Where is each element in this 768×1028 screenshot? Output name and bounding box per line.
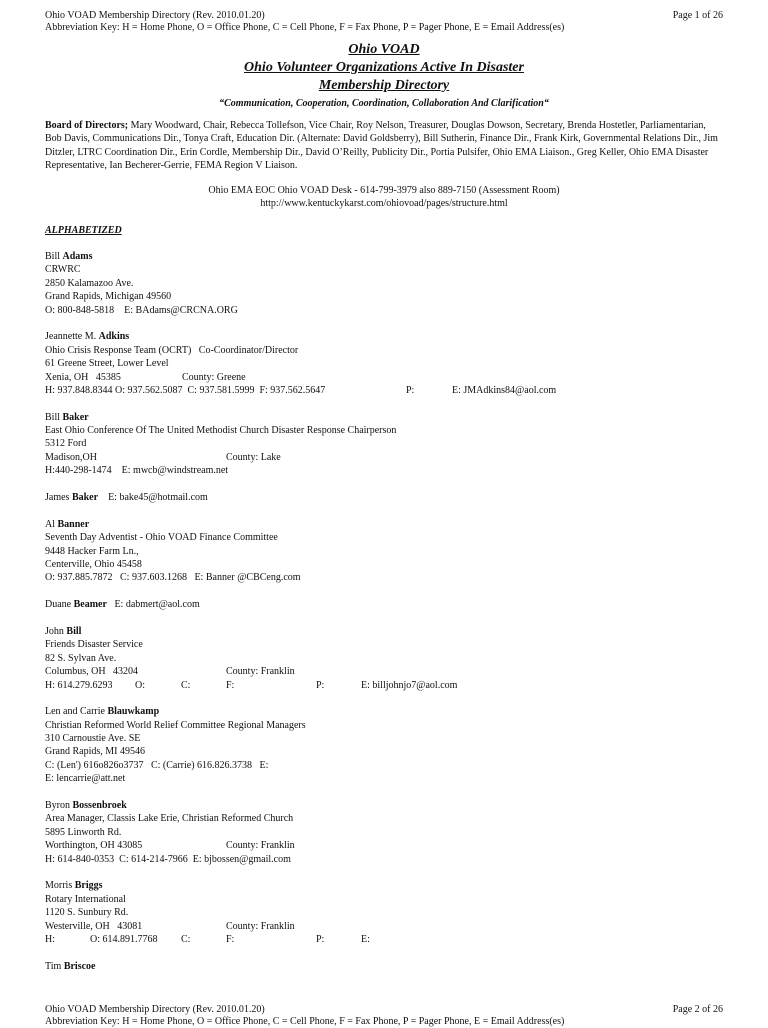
first-name: Byron bbox=[45, 800, 73, 812]
entry-text: P: bbox=[316, 679, 325, 691]
contact-name bbox=[45, 250, 735, 263]
first-name: Al bbox=[45, 518, 58, 530]
entry-text: Rotary International bbox=[45, 893, 126, 905]
entry-line bbox=[45, 304, 735, 317]
entry-text: H: 614-840-0353 C: 614-214-7966 E: bjbossen@gmail.com bbox=[45, 853, 291, 865]
directory-entries bbox=[45, 250, 735, 986]
directory-entry bbox=[45, 411, 735, 478]
entry-text: County: Greene bbox=[182, 371, 246, 383]
section-heading: ALPHABETIZED bbox=[45, 225, 122, 236]
directory-entry bbox=[45, 598, 735, 611]
entry-text: Christian Reformed World Relief Committee Regional Managers bbox=[45, 719, 306, 731]
page-number: Page 1 of 26 bbox=[672, 10, 723, 21]
entry-text: Madison,OH bbox=[45, 451, 97, 463]
page-number: Page 2 of 26 bbox=[672, 1004, 723, 1015]
entry-line bbox=[45, 437, 735, 450]
entry-line bbox=[45, 464, 735, 477]
entry-text: 1120 S. Sunbury Rd. bbox=[45, 907, 129, 919]
entry-line bbox=[45, 652, 735, 665]
board-members: Mary Woodward, Chair, Rebecca Tollefson, Vice Chair, Roy Nelson, Treasurer, Douglas Dowson, Secretary, Brenda Hostetler, Parliamentarian, Bob Davis, Communications Dir., Tonya Craft, Education Dir. (Alternate: David Goldsberry), Bill Sutherin, Finance Dir., Frank Kirk, Governmental Relations Dir., Jim Ditzler, LTRC Coordination Dir., Erin Cordle, Membership Dir., David O’Reilly, Publicity Dir., Portia Pulsifer, Ohio EMA Liaison., Greg Keller, Ohio EMA Disaster Representative, Ian Becherer-Gerrie, FEMA Region V Liaison. bbox=[45, 120, 718, 172]
contact-name bbox=[45, 625, 735, 638]
entry-line bbox=[45, 558, 735, 571]
entry-text: 61 Greene Street, Lower Level bbox=[45, 358, 169, 370]
entry-text: H: 614.279.6293 bbox=[45, 679, 113, 691]
last-name: Bossenbroek bbox=[72, 800, 127, 812]
entry-text: P: bbox=[406, 384, 415, 396]
contact-name bbox=[45, 705, 735, 718]
entry-line bbox=[45, 893, 735, 906]
first-name: Tim bbox=[45, 960, 64, 972]
last-name: Banner bbox=[57, 518, 90, 530]
entry-line bbox=[45, 759, 735, 772]
directory-entry bbox=[45, 625, 735, 692]
entry-line bbox=[45, 263, 735, 276]
page-header bbox=[45, 10, 723, 34]
entry-line bbox=[45, 812, 735, 825]
first-name: Jeannette M. bbox=[45, 331, 99, 343]
entry-line bbox=[45, 545, 735, 558]
last-name: Baker bbox=[71, 492, 99, 504]
contact-name bbox=[45, 491, 735, 504]
last-name: Blauwkamp bbox=[107, 706, 160, 718]
contact-name bbox=[45, 799, 735, 812]
next-page-header bbox=[45, 1004, 723, 1028]
entry-line bbox=[45, 344, 735, 357]
entry-line bbox=[45, 679, 735, 692]
entry-text: County: Franklin bbox=[226, 840, 295, 852]
entry-text: Grand Rapids, MI 49546 bbox=[45, 746, 145, 758]
entry-text: C: (Len') 616o826o3737 C: (Carrie) 616.826.3738 E: bbox=[45, 759, 269, 771]
contact-name bbox=[45, 598, 735, 611]
entry-text: E: billjohnjo7@aol.com bbox=[361, 679, 458, 691]
entry-line bbox=[45, 732, 735, 745]
entry-text: Seventh Day Adventist - Ohio VOAD Finance Committee bbox=[45, 532, 278, 544]
entry-text: O: 800-848-5818 E: BAdams@CRCNA.ORG bbox=[45, 304, 238, 316]
entry-text: C: bbox=[181, 933, 191, 945]
entry-text: County: Franklin bbox=[226, 666, 295, 678]
first-name: Bill bbox=[45, 411, 63, 423]
directory-entry bbox=[45, 250, 735, 317]
title-block bbox=[0, 41, 768, 110]
contact-name bbox=[45, 960, 735, 973]
contact-name bbox=[45, 879, 735, 892]
entry-text: Grand Rapids, Michigan 49560 bbox=[45, 291, 172, 303]
entry-line bbox=[45, 772, 735, 785]
doc-title: Ohio VOAD Membership Directory (Rev. 2010.01.20) bbox=[45, 10, 265, 21]
entry-text: F: bbox=[226, 679, 235, 691]
last-name: Bill bbox=[66, 625, 82, 637]
entry-text: 9448 Hacker Farm Ln., bbox=[45, 545, 139, 557]
title-directory: Membership Directory bbox=[318, 78, 450, 93]
entry-text: H:440-298-1474 E: mwcb@windstream.net bbox=[45, 465, 229, 477]
entry-text: 5312 Ford bbox=[45, 438, 87, 450]
entry-line bbox=[45, 906, 735, 919]
entry-text: 310 Carnoustie Ave. SE bbox=[45, 733, 141, 745]
first-name: Len and Carrie bbox=[45, 706, 108, 718]
contact-name bbox=[45, 518, 735, 531]
entry-line bbox=[45, 290, 735, 303]
entry-text: County: Franklin bbox=[226, 920, 295, 932]
directory-entry bbox=[45, 330, 735, 397]
entry-text: O: bbox=[135, 679, 145, 691]
directory-entry bbox=[45, 705, 735, 785]
entry-text: E: bbox=[361, 933, 370, 945]
entry-line bbox=[45, 384, 735, 397]
title-org: Ohio VOAD bbox=[348, 42, 420, 57]
entry-text: P: bbox=[316, 933, 325, 945]
entry-line bbox=[45, 920, 735, 933]
entry-text: Westerville, OH 43081 bbox=[45, 920, 143, 932]
last-name: Briscoe bbox=[63, 960, 96, 972]
ema-contact bbox=[0, 184, 768, 211]
first-name: James bbox=[45, 492, 72, 504]
entry-line bbox=[45, 665, 735, 678]
entry-line bbox=[45, 826, 735, 839]
entry-text: East Ohio Conference Of The United Methodist Church Disaster Response Chairperson bbox=[45, 425, 397, 437]
contact-name bbox=[45, 330, 735, 343]
board-label: Board of Directors; bbox=[45, 120, 129, 131]
entry-line bbox=[45, 719, 735, 732]
motto: “Communication, Cooperation, Coordination, Collaboration And Clarification“ bbox=[219, 98, 549, 109]
contact-name bbox=[45, 411, 735, 424]
doc-title: Ohio VOAD Membership Directory (Rev. 2010.01.20) bbox=[45, 1004, 265, 1015]
directory-entry bbox=[45, 799, 735, 866]
entry-line bbox=[45, 839, 735, 852]
entry-text: Ohio Crisis Response Team (OCRT) Co-Coordinator/Director bbox=[45, 344, 299, 356]
entry-line bbox=[45, 277, 735, 290]
directory-entry bbox=[45, 960, 735, 973]
entry-line bbox=[45, 451, 735, 464]
entry-line bbox=[45, 745, 735, 758]
abbreviation-key: Abbreviation Key: H = Home Phone, O = Office Phone, C = Cell Phone, F = Fax Phone, P = Pager Phone, E = Email Address(es) bbox=[45, 1016, 565, 1027]
entry-text: 82 S. Sylvan Ave. bbox=[45, 652, 117, 664]
directory-entry bbox=[45, 879, 735, 946]
ema-desk-phone: Ohio EMA EOC Ohio VOAD Desk - 614-799-3979 also 889-7150 (Assessment Room) bbox=[208, 185, 560, 196]
entry-text: H: 937.848.8344 O: 937.562.5087 C: 937.581.5999 F: 937.562.5647 bbox=[45, 384, 326, 396]
first-name: John bbox=[45, 625, 67, 637]
directory-entry bbox=[45, 518, 735, 585]
entry-text: CRWRC bbox=[45, 264, 81, 276]
entry-text: 5895 Linworth Rd. bbox=[45, 826, 122, 838]
entry-line bbox=[45, 357, 735, 370]
entry-line bbox=[45, 638, 735, 651]
entry-text: Xenia, OH 45385 bbox=[45, 371, 121, 383]
entry-text: Centerville, Ohio 45458 bbox=[45, 558, 142, 570]
entry-text: Worthington, OH 43085 bbox=[45, 840, 143, 852]
board-of-directors bbox=[45, 119, 725, 173]
inline-contact: E: dabmert@aol.com bbox=[106, 599, 200, 611]
entry-line bbox=[45, 571, 735, 584]
last-name: Beamer bbox=[73, 599, 107, 611]
abbreviation-key: Abbreviation Key: H = Home Phone, O = Office Phone, C = Cell Phone, F = Fax Phone, P = Pager Phone, E = Email Address(es) bbox=[45, 22, 565, 33]
first-name: Bill bbox=[45, 251, 63, 262]
entry-line bbox=[45, 371, 735, 384]
last-name: Adkins bbox=[98, 331, 130, 343]
entry-text: Area Manager, Classis Lake Erie, Christian Reformed Church bbox=[45, 813, 294, 825]
first-name: Morris bbox=[45, 880, 75, 892]
entry-line bbox=[45, 933, 735, 946]
entry-text: O: 614.891.7768 bbox=[90, 933, 158, 945]
entry-text: C: bbox=[181, 679, 191, 691]
entry-text: County: Lake bbox=[226, 451, 281, 463]
entry-line bbox=[45, 424, 735, 437]
entry-text: E: lencarrie@att.net bbox=[45, 773, 126, 785]
entry-text: O: 937.885.7872 C: 937.603.1268 E: Banner @CBCeng.com bbox=[45, 572, 301, 584]
ema-url: http://www.kentuckykarst.com/ohiovoad/pages/structure.html bbox=[260, 198, 508, 210]
last-name: Briggs bbox=[74, 880, 103, 892]
entry-text: F: bbox=[226, 933, 235, 945]
entry-text: Friends Disaster Service bbox=[45, 639, 143, 651]
entry-text: E: JMAdkins84@aol.com bbox=[452, 384, 557, 396]
entry-line bbox=[45, 531, 735, 544]
title-full-name: Ohio Volunteer Organizations Active In Disaster bbox=[244, 60, 524, 75]
directory-entry bbox=[45, 491, 735, 504]
entry-text: Columbus, OH 43204 bbox=[45, 666, 139, 678]
entry-line bbox=[45, 853, 735, 866]
first-name: Duane bbox=[45, 599, 74, 611]
entry-text: 2850 Kalamazoo Ave. bbox=[45, 277, 134, 289]
last-name: Adams bbox=[62, 251, 93, 262]
inline-contact: E: bake45@hotmail.com bbox=[98, 492, 208, 504]
last-name: Baker bbox=[62, 411, 89, 423]
entry-text: H: bbox=[45, 933, 55, 945]
